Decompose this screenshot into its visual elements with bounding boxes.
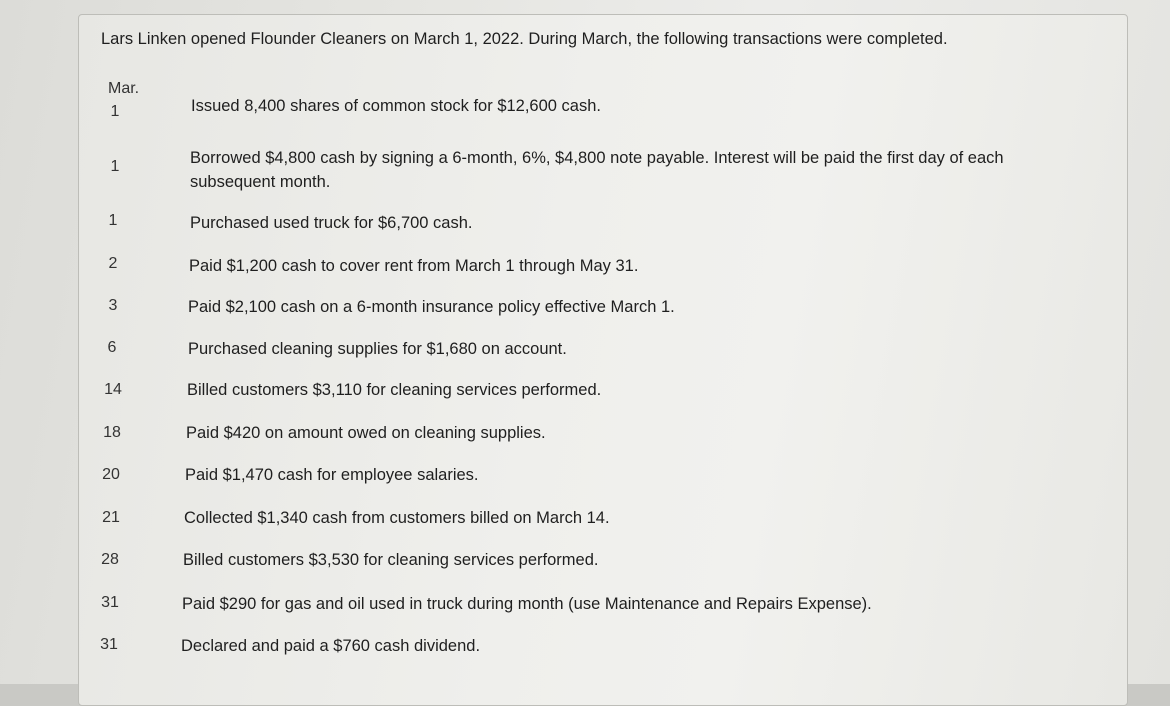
transaction-text: Billed customers $3,110 for cleaning services performed. [187,381,602,399]
month-label: Mar. [108,80,140,97]
transaction-day: 2 [108,255,118,272]
transaction-day: 20 [102,466,120,483]
transaction-day: 14 [104,381,122,398]
transaction-day: 18 [103,424,121,441]
transaction-text: Paid $1,200 cash to cover rent from March 1 through May 31. [189,257,639,275]
transaction-day: 3 [108,297,118,314]
transaction-text: Purchased used truck for $6,700 cash. [190,214,473,232]
transaction-day: 31 [101,594,119,611]
transaction-day: 1 [110,103,120,120]
transaction-day: 21 [102,509,120,526]
transaction-text: Borrowed $4,800 cash by signing a 6-month, 6%, $4,800 note payable. Interest will be paid the first day of each subsequent month. [190,149,1004,191]
transaction-text: Collected $1,340 cash from customers billed on March 14. [184,509,610,527]
transaction-day: 6 [107,339,117,356]
transaction-day: 1 [110,158,120,175]
transaction-text: Issued 8,400 shares of common stock for $12,600 cash. [191,97,601,115]
transaction-text: Billed customers $3,530 for cleaning services performed. [183,551,599,569]
transaction-text: Declared and paid a $760 cash dividend. [181,637,481,655]
problem-intro: Lars Linken opened Flounder Cleaners on March 1, 2022. During March, the following transactions were completed. [101,30,948,48]
transaction-day: 1 [108,212,118,229]
transaction-text: Paid $290 for gas and oil used in truck during month (use Maintenance and Repairs Expense). [182,595,872,613]
transaction-text: Purchased cleaning supplies for $1,680 on account. [188,340,567,358]
transaction-day: 28 [101,551,119,568]
transaction-text: Paid $2,100 cash on a 6-month insurance policy effective March 1. [188,298,675,316]
transaction-day: 31 [100,636,118,653]
transaction-text: Paid $1,470 cash for employee salaries. [185,466,479,484]
transaction-text: Paid $420 on amount owed on cleaning supplies. [186,424,546,442]
